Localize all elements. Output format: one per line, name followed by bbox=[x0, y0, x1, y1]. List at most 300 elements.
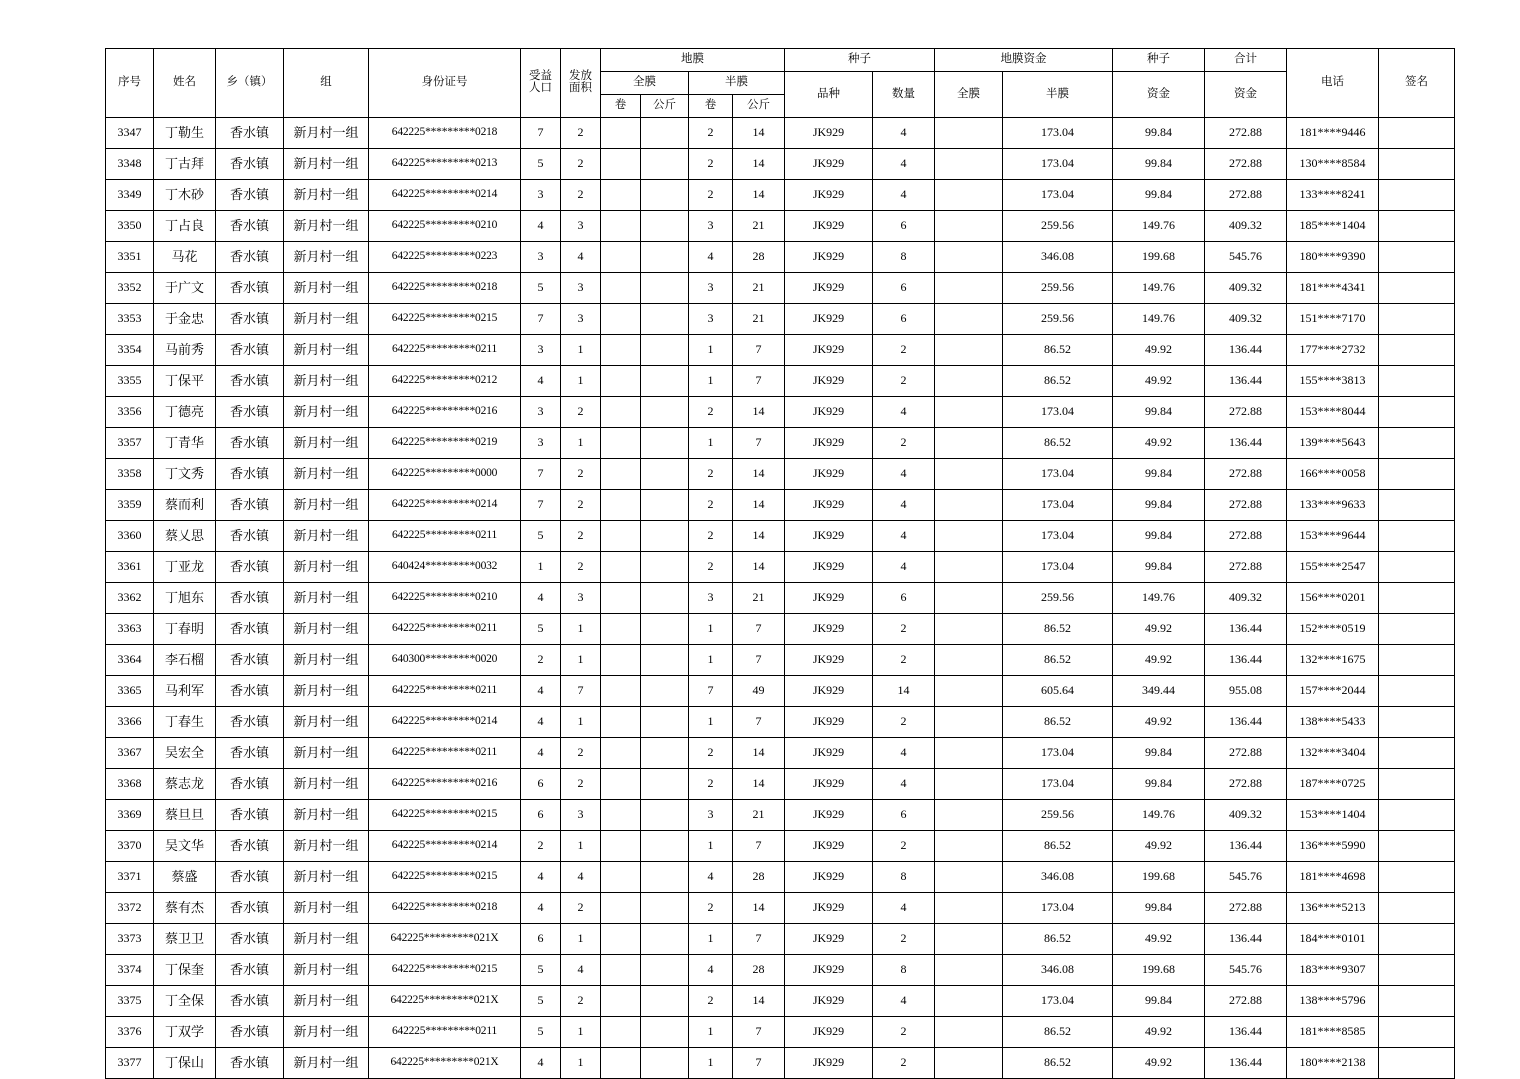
header-fund-half: 半膜 bbox=[1003, 72, 1113, 118]
cell-town: 香水镇 bbox=[216, 800, 284, 831]
cell-seed-fund: 199.68 bbox=[1113, 242, 1205, 273]
cell-beneficiary-population: 4 bbox=[521, 707, 561, 738]
cell-telephone: 133****9633 bbox=[1287, 490, 1379, 521]
cell-fund-full bbox=[935, 149, 1003, 180]
cell-town: 香水镇 bbox=[216, 304, 284, 335]
cell-full-film-kg bbox=[641, 645, 689, 676]
cell-half-film-kg: 14 bbox=[733, 397, 785, 428]
cell-id-number: 642225*********0000 bbox=[369, 459, 521, 490]
cell-seed-variety: JK929 bbox=[785, 645, 873, 676]
cell-town: 香水镇 bbox=[216, 583, 284, 614]
cell-seq: 3359 bbox=[106, 490, 154, 521]
cell-total-fund: 955.08 bbox=[1205, 676, 1287, 707]
cell-seq: 3348 bbox=[106, 149, 154, 180]
cell-id-number: 642225*********0215 bbox=[369, 800, 521, 831]
cell-name: 丁青华 bbox=[154, 428, 216, 459]
header-film-group: 地膜 bbox=[601, 49, 785, 72]
cell-issue-area: 3 bbox=[561, 273, 601, 304]
cell-name: 马花 bbox=[154, 242, 216, 273]
cell-seed-quantity: 4 bbox=[873, 769, 935, 800]
cell-total-fund: 545.76 bbox=[1205, 862, 1287, 893]
cell-beneficiary-population: 5 bbox=[521, 273, 561, 304]
table-row bbox=[106, 583, 1455, 614]
cell-seed-fund: 99.84 bbox=[1113, 149, 1205, 180]
cell-telephone: 177****2732 bbox=[1287, 335, 1379, 366]
cell-signature bbox=[1379, 211, 1455, 242]
cell-seed-fund: 199.68 bbox=[1113, 955, 1205, 986]
cell-telephone: 132****3404 bbox=[1287, 738, 1379, 769]
cell-signature bbox=[1379, 614, 1455, 645]
cell-beneficiary-population: 4 bbox=[521, 893, 561, 924]
cell-seq: 3358 bbox=[106, 459, 154, 490]
header-seed-fund-group: 种子 bbox=[1113, 49, 1205, 72]
cell-issue-area: 2 bbox=[561, 490, 601, 521]
cell-seq: 3350 bbox=[106, 211, 154, 242]
cell-id-number: 642225*********0214 bbox=[369, 707, 521, 738]
cell-full-film-juan bbox=[601, 211, 641, 242]
cell-seed-variety: JK929 bbox=[785, 521, 873, 552]
cell-half-film-juan: 1 bbox=[689, 831, 733, 862]
header-total-fund: 资金 bbox=[1205, 72, 1287, 118]
header-telephone: 电话 bbox=[1287, 49, 1379, 118]
cell-full-film-kg bbox=[641, 800, 689, 831]
header-fund-full: 全膜 bbox=[935, 72, 1003, 118]
cell-id-number: 642225*********0216 bbox=[369, 769, 521, 800]
cell-fund-half: 346.08 bbox=[1003, 242, 1113, 273]
cell-id-number: 640424*********0032 bbox=[369, 552, 521, 583]
cell-issue-area: 2 bbox=[561, 180, 601, 211]
cell-id-number: 640300*********0020 bbox=[369, 645, 521, 676]
cell-seq: 3376 bbox=[106, 1017, 154, 1048]
cell-beneficiary-population: 7 bbox=[521, 118, 561, 149]
cell-seq: 3377 bbox=[106, 1048, 154, 1079]
cell-group: 新月村一组 bbox=[284, 800, 369, 831]
cell-name: 丁双学 bbox=[154, 1017, 216, 1048]
cell-group: 新月村一组 bbox=[284, 676, 369, 707]
cell-seed-quantity: 6 bbox=[873, 211, 935, 242]
cell-half-film-kg: 7 bbox=[733, 1048, 785, 1079]
cell-total-fund: 136.44 bbox=[1205, 335, 1287, 366]
cell-issue-area: 4 bbox=[561, 242, 601, 273]
cell-full-film-kg bbox=[641, 149, 689, 180]
cell-seed-variety: JK929 bbox=[785, 490, 873, 521]
cell-telephone: 181****8585 bbox=[1287, 1017, 1379, 1048]
cell-full-film-kg bbox=[641, 397, 689, 428]
cell-issue-area: 1 bbox=[561, 366, 601, 397]
cell-beneficiary-population: 7 bbox=[521, 459, 561, 490]
cell-seed-fund: 149.76 bbox=[1113, 273, 1205, 304]
cell-seed-quantity: 4 bbox=[873, 893, 935, 924]
cell-half-film-juan: 1 bbox=[689, 924, 733, 955]
cell-full-film-juan bbox=[601, 490, 641, 521]
cell-full-film-juan bbox=[601, 831, 641, 862]
cell-total-fund: 136.44 bbox=[1205, 614, 1287, 645]
cell-fund-full bbox=[935, 552, 1003, 583]
cell-full-film-kg bbox=[641, 986, 689, 1017]
cell-seed-variety: JK929 bbox=[785, 118, 873, 149]
header-seed-group: 种子 bbox=[785, 49, 935, 72]
cell-full-film-kg bbox=[641, 738, 689, 769]
cell-full-film-kg bbox=[641, 459, 689, 490]
cell-issue-area: 1 bbox=[561, 707, 601, 738]
cell-beneficiary-population: 2 bbox=[521, 645, 561, 676]
cell-seq: 3361 bbox=[106, 552, 154, 583]
cell-issue-area: 2 bbox=[561, 893, 601, 924]
cell-seed-fund: 149.76 bbox=[1113, 304, 1205, 335]
cell-fund-half: 86.52 bbox=[1003, 707, 1113, 738]
header-full-film: 全膜 bbox=[601, 72, 689, 95]
cell-total-fund: 545.76 bbox=[1205, 955, 1287, 986]
cell-id-number: 642225*********0210 bbox=[369, 211, 521, 242]
cell-fund-full bbox=[935, 738, 1003, 769]
cell-seed-fund: 199.68 bbox=[1113, 862, 1205, 893]
cell-fund-full bbox=[935, 645, 1003, 676]
cell-telephone: 132****1675 bbox=[1287, 645, 1379, 676]
cell-half-film-kg: 7 bbox=[733, 366, 785, 397]
cell-group: 新月村一组 bbox=[284, 583, 369, 614]
cell-group: 新月村一组 bbox=[284, 831, 369, 862]
cell-seq: 3353 bbox=[106, 304, 154, 335]
cell-half-film-juan: 2 bbox=[689, 552, 733, 583]
cell-beneficiary-population: 2 bbox=[521, 831, 561, 862]
table-row bbox=[106, 707, 1455, 738]
cell-full-film-juan bbox=[601, 707, 641, 738]
cell-town: 香水镇 bbox=[216, 955, 284, 986]
cell-seed-variety: JK929 bbox=[785, 149, 873, 180]
cell-signature bbox=[1379, 893, 1455, 924]
cell-name: 丁德亮 bbox=[154, 397, 216, 428]
cell-seed-fund: 49.92 bbox=[1113, 614, 1205, 645]
cell-full-film-kg bbox=[641, 273, 689, 304]
cell-seq: 3374 bbox=[106, 955, 154, 986]
cell-town: 香水镇 bbox=[216, 1017, 284, 1048]
cell-fund-full bbox=[935, 800, 1003, 831]
cell-name: 丁保平 bbox=[154, 366, 216, 397]
cell-full-film-kg bbox=[641, 211, 689, 242]
cell-full-film-juan bbox=[601, 397, 641, 428]
cell-seq: 3371 bbox=[106, 862, 154, 893]
cell-fund-full bbox=[935, 397, 1003, 428]
cell-id-number: 642225*********0218 bbox=[369, 273, 521, 304]
table-row bbox=[106, 521, 1455, 552]
cell-id-number: 642225*********0212 bbox=[369, 366, 521, 397]
cell-signature bbox=[1379, 490, 1455, 521]
cell-full-film-juan bbox=[601, 149, 641, 180]
cell-fund-half: 346.08 bbox=[1003, 955, 1113, 986]
cell-total-fund: 136.44 bbox=[1205, 366, 1287, 397]
cell-town: 香水镇 bbox=[216, 459, 284, 490]
header-id-number: 身份证号 bbox=[369, 49, 521, 118]
cell-full-film-juan bbox=[601, 893, 641, 924]
cell-half-film-kg: 7 bbox=[733, 428, 785, 459]
cell-half-film-juan: 2 bbox=[689, 986, 733, 1017]
cell-total-fund: 136.44 bbox=[1205, 428, 1287, 459]
cell-seed-fund: 99.84 bbox=[1113, 986, 1205, 1017]
cell-telephone: 151****7170 bbox=[1287, 304, 1379, 335]
cell-fund-half: 173.04 bbox=[1003, 769, 1113, 800]
header-issue-area: 发放 面积 bbox=[561, 49, 601, 118]
cell-signature bbox=[1379, 149, 1455, 180]
cell-issue-area: 1 bbox=[561, 1048, 601, 1079]
cell-seed-variety: JK929 bbox=[785, 614, 873, 645]
cell-town: 香水镇 bbox=[216, 986, 284, 1017]
cell-full-film-juan bbox=[601, 552, 641, 583]
cell-id-number: 642225*********0211 bbox=[369, 738, 521, 769]
cell-name: 蔡盛 bbox=[154, 862, 216, 893]
cell-signature bbox=[1379, 242, 1455, 273]
cell-seed-variety: JK929 bbox=[785, 1017, 873, 1048]
cell-seed-quantity: 2 bbox=[873, 1048, 935, 1079]
cell-beneficiary-population: 5 bbox=[521, 955, 561, 986]
cell-full-film-juan bbox=[601, 800, 641, 831]
cell-half-film-kg: 14 bbox=[733, 459, 785, 490]
cell-telephone: 152****0519 bbox=[1287, 614, 1379, 645]
cell-fund-half: 86.52 bbox=[1003, 645, 1113, 676]
cell-full-film-juan bbox=[601, 459, 641, 490]
cell-group: 新月村一组 bbox=[284, 521, 369, 552]
cell-telephone: 139****5643 bbox=[1287, 428, 1379, 459]
cell-town: 香水镇 bbox=[216, 707, 284, 738]
cell-id-number: 642225*********0218 bbox=[369, 893, 521, 924]
cell-id-number: 642225*********0210 bbox=[369, 583, 521, 614]
cell-telephone: 138****5433 bbox=[1287, 707, 1379, 738]
cell-issue-area: 4 bbox=[561, 862, 601, 893]
header-town: 乡（镇） bbox=[216, 49, 284, 118]
cell-seed-variety: JK929 bbox=[785, 800, 873, 831]
cell-telephone: 157****2044 bbox=[1287, 676, 1379, 707]
header-half-film-juan: 卷 bbox=[689, 95, 733, 118]
cell-seed-quantity: 8 bbox=[873, 955, 935, 986]
cell-fund-half: 173.04 bbox=[1003, 738, 1113, 769]
cell-issue-area: 2 bbox=[561, 521, 601, 552]
cell-fund-half: 346.08 bbox=[1003, 862, 1113, 893]
cell-id-number: 642225*********0213 bbox=[369, 149, 521, 180]
cell-name: 丁旭东 bbox=[154, 583, 216, 614]
cell-fund-half: 86.52 bbox=[1003, 831, 1113, 862]
cell-full-film-juan bbox=[601, 304, 641, 335]
cell-id-number: 642225*********0211 bbox=[369, 335, 521, 366]
cell-fund-full bbox=[935, 893, 1003, 924]
cell-name: 丁文秀 bbox=[154, 459, 216, 490]
cell-seed-fund: 49.92 bbox=[1113, 924, 1205, 955]
cell-seed-fund: 49.92 bbox=[1113, 1017, 1205, 1048]
cell-issue-area: 2 bbox=[561, 986, 601, 1017]
cell-total-fund: 272.88 bbox=[1205, 986, 1287, 1017]
cell-full-film-juan bbox=[601, 676, 641, 707]
cell-fund-half: 86.52 bbox=[1003, 366, 1113, 397]
cell-beneficiary-population: 4 bbox=[521, 862, 561, 893]
cell-seed-variety: JK929 bbox=[785, 738, 873, 769]
cell-group: 新月村一组 bbox=[284, 304, 369, 335]
cell-half-film-kg: 14 bbox=[733, 118, 785, 149]
cell-total-fund: 409.32 bbox=[1205, 583, 1287, 614]
cell-town: 香水镇 bbox=[216, 335, 284, 366]
cell-group: 新月村一组 bbox=[284, 490, 369, 521]
table-row bbox=[106, 211, 1455, 242]
cell-total-fund: 545.76 bbox=[1205, 242, 1287, 273]
cell-signature bbox=[1379, 645, 1455, 676]
cell-fund-full bbox=[935, 707, 1003, 738]
cell-half-film-juan: 2 bbox=[689, 397, 733, 428]
cell-issue-area: 1 bbox=[561, 1017, 601, 1048]
cell-beneficiary-population: 3 bbox=[521, 335, 561, 366]
cell-telephone: 155****2547 bbox=[1287, 552, 1379, 583]
cell-half-film-kg: 14 bbox=[733, 521, 785, 552]
cell-full-film-juan bbox=[601, 614, 641, 645]
cell-fund-full bbox=[935, 490, 1003, 521]
cell-fund-full bbox=[935, 614, 1003, 645]
cell-id-number: 642225*********021X bbox=[369, 924, 521, 955]
cell-fund-full bbox=[935, 831, 1003, 862]
cell-seed-fund: 49.92 bbox=[1113, 428, 1205, 459]
cell-group: 新月村一组 bbox=[284, 149, 369, 180]
cell-half-film-kg: 21 bbox=[733, 583, 785, 614]
cell-fund-full bbox=[935, 521, 1003, 552]
cell-total-fund: 136.44 bbox=[1205, 1048, 1287, 1079]
table-row bbox=[106, 676, 1455, 707]
cell-seq: 3355 bbox=[106, 366, 154, 397]
cell-seed-fund: 49.92 bbox=[1113, 1048, 1205, 1079]
cell-town: 香水镇 bbox=[216, 645, 284, 676]
cell-issue-area: 2 bbox=[561, 769, 601, 800]
table-row bbox=[106, 738, 1455, 769]
cell-seed-fund: 99.84 bbox=[1113, 118, 1205, 149]
cell-half-film-kg: 21 bbox=[733, 211, 785, 242]
cell-full-film-juan bbox=[601, 769, 641, 800]
cell-id-number: 642225*********0214 bbox=[369, 180, 521, 211]
cell-half-film-juan: 1 bbox=[689, 707, 733, 738]
cell-beneficiary-population: 4 bbox=[521, 366, 561, 397]
cell-signature bbox=[1379, 428, 1455, 459]
cell-town: 香水镇 bbox=[216, 831, 284, 862]
cell-group: 新月村一组 bbox=[284, 552, 369, 583]
cell-half-film-kg: 14 bbox=[733, 490, 785, 521]
cell-town: 香水镇 bbox=[216, 397, 284, 428]
cell-full-film-juan bbox=[601, 428, 641, 459]
cell-seed-quantity: 4 bbox=[873, 521, 935, 552]
cell-fund-half: 173.04 bbox=[1003, 893, 1113, 924]
cell-fund-half: 86.52 bbox=[1003, 614, 1113, 645]
cell-half-film-kg: 21 bbox=[733, 304, 785, 335]
cell-seed-quantity: 6 bbox=[873, 800, 935, 831]
distribution-table bbox=[105, 48, 1455, 1079]
cell-id-number: 642225*********0218 bbox=[369, 118, 521, 149]
cell-full-film-kg bbox=[641, 304, 689, 335]
cell-telephone: 153****1404 bbox=[1287, 800, 1379, 831]
cell-full-film-kg bbox=[641, 552, 689, 583]
cell-full-film-kg bbox=[641, 1017, 689, 1048]
cell-group: 新月村一组 bbox=[284, 614, 369, 645]
cell-seed-variety: JK929 bbox=[785, 397, 873, 428]
cell-half-film-kg: 7 bbox=[733, 335, 785, 366]
cell-seed-variety: JK929 bbox=[785, 862, 873, 893]
table-row bbox=[106, 428, 1455, 459]
cell-seed-variety: JK929 bbox=[785, 924, 873, 955]
cell-seed-variety: JK929 bbox=[785, 459, 873, 490]
cell-signature bbox=[1379, 800, 1455, 831]
table-row bbox=[106, 800, 1455, 831]
cell-seed-quantity: 6 bbox=[873, 583, 935, 614]
cell-full-film-juan bbox=[601, 924, 641, 955]
cell-fund-half: 86.52 bbox=[1003, 1048, 1113, 1079]
cell-full-film-kg bbox=[641, 242, 689, 273]
table-row bbox=[106, 986, 1455, 1017]
cell-issue-area: 2 bbox=[561, 459, 601, 490]
cell-fund-full bbox=[935, 583, 1003, 614]
cell-full-film-juan bbox=[601, 955, 641, 986]
cell-signature bbox=[1379, 335, 1455, 366]
cell-fund-half: 173.04 bbox=[1003, 986, 1113, 1017]
cell-total-fund: 272.88 bbox=[1205, 490, 1287, 521]
cell-half-film-juan: 2 bbox=[689, 459, 733, 490]
cell-seed-fund: 99.84 bbox=[1113, 552, 1205, 583]
cell-signature bbox=[1379, 986, 1455, 1017]
cell-full-film-kg bbox=[641, 490, 689, 521]
cell-seed-quantity: 4 bbox=[873, 149, 935, 180]
cell-fund-full bbox=[935, 676, 1003, 707]
cell-fund-half: 259.56 bbox=[1003, 583, 1113, 614]
cell-signature bbox=[1379, 521, 1455, 552]
table-row bbox=[106, 831, 1455, 862]
cell-seed-fund: 149.76 bbox=[1113, 583, 1205, 614]
cell-beneficiary-population: 4 bbox=[521, 211, 561, 242]
cell-name: 丁春明 bbox=[154, 614, 216, 645]
cell-total-fund: 272.88 bbox=[1205, 552, 1287, 583]
table-row bbox=[106, 366, 1455, 397]
cell-total-fund: 272.88 bbox=[1205, 459, 1287, 490]
cell-group: 新月村一组 bbox=[284, 118, 369, 149]
cell-half-film-juan: 1 bbox=[689, 1017, 733, 1048]
cell-full-film-juan bbox=[601, 242, 641, 273]
cell-half-film-juan: 1 bbox=[689, 645, 733, 676]
cell-name: 丁勒生 bbox=[154, 118, 216, 149]
cell-fund-half: 259.56 bbox=[1003, 800, 1113, 831]
cell-telephone: 136****5213 bbox=[1287, 893, 1379, 924]
cell-issue-area: 2 bbox=[561, 552, 601, 583]
cell-issue-area: 1 bbox=[561, 831, 601, 862]
table-row bbox=[106, 459, 1455, 490]
cell-signature bbox=[1379, 1017, 1455, 1048]
cell-town: 香水镇 bbox=[216, 893, 284, 924]
cell-name: 马前秀 bbox=[154, 335, 216, 366]
cell-town: 香水镇 bbox=[216, 428, 284, 459]
cell-id-number: 642225*********0215 bbox=[369, 862, 521, 893]
cell-seed-quantity: 4 bbox=[873, 986, 935, 1017]
cell-fund-full bbox=[935, 304, 1003, 335]
cell-seed-quantity: 6 bbox=[873, 273, 935, 304]
cell-telephone: 156****0201 bbox=[1287, 583, 1379, 614]
cell-seed-fund: 99.84 bbox=[1113, 521, 1205, 552]
cell-issue-area: 1 bbox=[561, 924, 601, 955]
cell-id-number: 642225*********0219 bbox=[369, 428, 521, 459]
cell-half-film-kg: 7 bbox=[733, 924, 785, 955]
cell-half-film-juan: 1 bbox=[689, 1048, 733, 1079]
cell-seq: 3372 bbox=[106, 893, 154, 924]
header-full-film-juan: 卷 bbox=[601, 95, 641, 118]
cell-town: 香水镇 bbox=[216, 862, 284, 893]
cell-half-film-kg: 7 bbox=[733, 707, 785, 738]
cell-fund-full bbox=[935, 366, 1003, 397]
cell-total-fund: 272.88 bbox=[1205, 738, 1287, 769]
cell-beneficiary-population: 3 bbox=[521, 428, 561, 459]
cell-town: 香水镇 bbox=[216, 924, 284, 955]
cell-seed-fund: 99.84 bbox=[1113, 459, 1205, 490]
cell-seed-quantity: 4 bbox=[873, 490, 935, 521]
cell-total-fund: 136.44 bbox=[1205, 707, 1287, 738]
cell-signature bbox=[1379, 583, 1455, 614]
cell-signature bbox=[1379, 180, 1455, 211]
cell-full-film-kg bbox=[641, 676, 689, 707]
